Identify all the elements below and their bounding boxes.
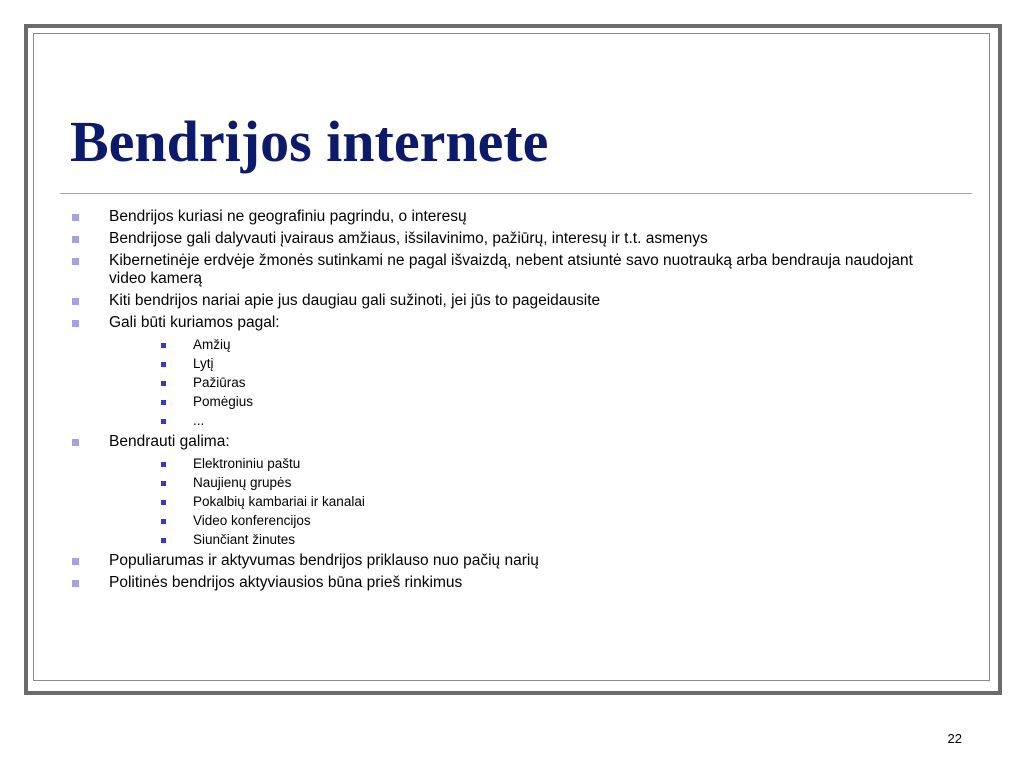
sub-bullet-text: Lytį bbox=[193, 356, 214, 371]
bullet-text: Bendrijose gali dalyvauti įvairaus amžiaus, išsilavinimo, pažiūrų, interesų ir t.t. asmenys bbox=[109, 230, 708, 247]
sub-bullet-item bbox=[109, 494, 950, 510]
bullet-item bbox=[70, 574, 950, 592]
bullet-item bbox=[70, 433, 950, 548]
square-bullet-icon bbox=[72, 258, 79, 265]
sub-bullet-text: Amžių bbox=[193, 337, 231, 352]
bullet-text: Bendrauti galima: bbox=[109, 433, 230, 450]
sub-bullet-text: Elektroniniu paštu bbox=[193, 456, 301, 471]
sub-bullet-item bbox=[109, 532, 950, 548]
bullet-item bbox=[70, 552, 950, 570]
square-bullet-icon bbox=[72, 320, 79, 327]
sub-bullet-item bbox=[109, 394, 950, 410]
sub-bullet-item bbox=[109, 356, 950, 372]
bullet-text: Bendrijos kuriasi ne geografiniu pagrindu, o interesų bbox=[109, 208, 467, 225]
square-bullet-icon bbox=[72, 558, 79, 565]
bullet-text: Politinės bendrijos aktyviausios būna prieš rinkimus bbox=[109, 574, 463, 591]
sub-bullet-text: Naujienų grupės bbox=[193, 475, 292, 490]
square-bullet-icon bbox=[72, 298, 79, 305]
bullet-item bbox=[70, 314, 950, 429]
small-square-bullet-icon bbox=[161, 500, 166, 505]
bullet-item bbox=[70, 252, 950, 288]
sub-bullet-list bbox=[109, 337, 950, 429]
sub-bullet-text: Video konferencijos bbox=[193, 513, 311, 528]
square-bullet-icon bbox=[72, 236, 79, 243]
small-square-bullet-icon bbox=[161, 381, 166, 386]
page-number: 22 bbox=[947, 731, 962, 746]
sub-bullet-item bbox=[109, 475, 950, 491]
small-square-bullet-icon bbox=[161, 462, 166, 467]
title-divider bbox=[60, 193, 972, 194]
square-bullet-icon bbox=[72, 580, 79, 587]
sub-bullet-text: ... bbox=[193, 413, 205, 428]
bullet-item bbox=[70, 292, 950, 310]
sub-bullet-list bbox=[109, 456, 950, 548]
slide-content bbox=[70, 208, 950, 596]
bullet-text: Gali būti kuriamos pagal: bbox=[109, 314, 280, 331]
sub-bullet-item bbox=[109, 375, 950, 391]
sub-bullet-item bbox=[109, 337, 950, 353]
sub-bullet-item bbox=[109, 456, 950, 472]
small-square-bullet-icon bbox=[161, 362, 166, 367]
small-square-bullet-icon bbox=[161, 538, 166, 543]
sub-bullet-item bbox=[109, 513, 950, 529]
small-square-bullet-icon bbox=[161, 419, 166, 424]
sub-bullet-text: Pažiūras bbox=[193, 375, 246, 390]
slide-title: Bendrijos internete bbox=[70, 109, 549, 174]
bullet-text: Kibernetinėje erdvėje žmonės sutinkami ne pagal išvaizdą, nebent atsiuntė savo nuotrauką arba bendrauja naudojant video kamerą bbox=[109, 252, 913, 287]
small-square-bullet-icon bbox=[161, 343, 166, 348]
sub-bullet-text: Pokalbių kambariai ir kanalai bbox=[193, 494, 365, 509]
small-square-bullet-icon bbox=[161, 400, 166, 405]
small-square-bullet-icon bbox=[161, 481, 166, 486]
bullet-item bbox=[70, 208, 950, 226]
small-square-bullet-icon bbox=[161, 519, 166, 524]
square-bullet-icon bbox=[72, 439, 79, 446]
bullet-text: Populiarumas ir aktyvumas bendrijos priklauso nuo pačių narių bbox=[109, 552, 539, 569]
bullet-text: Kiti bendrijos nariai apie jus daugiau gali sužinoti, jei jūs to pageidausite bbox=[109, 292, 601, 309]
square-bullet-icon bbox=[72, 214, 79, 221]
bullet-item bbox=[70, 230, 950, 248]
sub-bullet-text: Siunčiant žinutes bbox=[193, 532, 296, 547]
sub-bullet-text: Pomėgius bbox=[193, 394, 254, 409]
sub-bullet-item bbox=[109, 413, 950, 429]
bullet-list bbox=[70, 208, 950, 592]
